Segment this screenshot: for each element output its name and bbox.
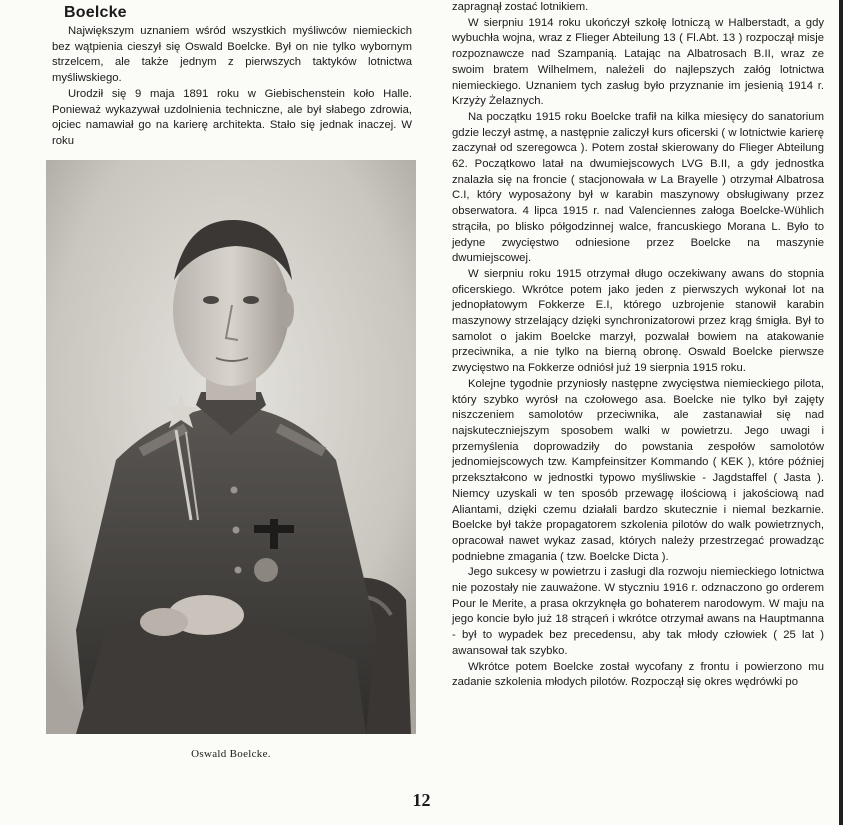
portrait-photo xyxy=(46,160,416,734)
article-title: Boelcke xyxy=(64,4,127,21)
paragraph: Urodził się 9 maja 1891 roku w Giebischenstein koło Halle. Ponieważ wykazywał uzdolnienia techniczne, ale był słabego zdrowia, ojciec namawiał go na karierę architekta. Stało się jednak inaczej. W roku xyxy=(52,87,412,147)
page-edge-shadow xyxy=(839,0,843,825)
paragraph: W sierpniu 1914 roku ukończył szkołę lotniczą w Halberstadt, a gdy wybuchła wojna, wraz z Flieger Abteilung 13 ( Fl.Abt. 13 ) rozpoczął misje rozpoznawcze nad Szampanią. Latając na Albatrosach B.II, wraz ze swoim bratem Wilhelmem, należeli do najlepszych załóg lotnictwa niemieckiego. Uznaniem tych zasług było przyznanie im jesienią 1914 r. Krzyży Żelaznych. xyxy=(452,16,824,108)
paragraph: Wkrótce potem Boelcke został wycofany z frontu i powierzono mu zadanie szkolenia młodych pilotów. Rozpoczął się okres wędrówki po xyxy=(452,660,824,689)
photo-caption: Oswald Boelcke. xyxy=(191,748,271,760)
paragraph: W sierpniu roku 1915 otrzymał długo oczekiwany awans do stopnia oficerskiego. Wkrótce potem jako jeden z pierwszych wykonał lot na jednopłatowym Fokkerze E.I, którego uzbrojenie stanowił karabin maszynowy strzelający dzięki synchronizatorowi przez krąg śmigła. Był to samolot o jakim Boelcke marzył, pozwalał bowiem na atakowanie przeciwnika, a nie tylko na bierną obronę. Oswald Boelcke pierwsze zwycięstwo na Fokkerze odniósł już 19 sierpnia 1915 roku. xyxy=(452,267,824,375)
paragraph: Kolejne tygodnie przyniosły następne zwycięstwa niemieckiego pilota, który szybko wyrósł na czołowego asa. Boelcke nie tylko był zajęty niszczeniem samolotów przeciwnika, ale zastanawiał się nad najskuteczniejszym sposobem walki w powietrzu. Jego uwagi i przemyślenia doprowadziły do powstania zespołów samolotów jednomiejscowych tzw. Kampfeinsitzer Kommando ( KEK ), które później przekształcono w jednostki typowo myśliwskie - Jagdstaffel ( Jasta ). Niemcy uzyskali w ten sposób przewagę ilościową i jakościową nad Aliantami, dzięki czemu działali bardzo skutecznie i niemal bezkarnie. Boelcke był także propagatorem szkolenia pilotów do walk powietrznych, opracował nawet wykaz zasad, których należy przestrzegać prowadząc podniebne zmagania ( tzw. Boelcke Dicta ). xyxy=(452,377,824,563)
paragraph: zapragnął zostać lotnikiem. xyxy=(452,1,589,13)
page-number: 12 xyxy=(412,790,431,810)
left-column xyxy=(52,24,412,150)
paragraph: Jego sukcesy w powietrzu i zasługi dla rozwoju niemieckiego lotnictwa nie pozostały nie zauważone. W styczniu 1916 r. odznaczono go orderem Pour le Merite, a prasa okrzyknęła go bohaterem narodowym. W maju na jego koncie było już 18 strąceń i wkrótce otrzymał awans na Hauptmanna - był to wypadek bez precedensu, aby tak młody człowiek ( 25 lat ) awansował tak szybko. xyxy=(452,566,824,657)
right-column xyxy=(452,0,824,691)
paragraph: Największym uznaniem wśród wszystkich myśliwców niemieckich bez wątpienia cieszył się Oswald Boelcke. Był on nie tylko wybornym strzelcem, ale także jednym z pierwszych taktyków lotnictwa myśliwskiego. xyxy=(52,25,412,85)
paragraph: Na początku 1915 roku Boelcke trafił na kilka miesięcy do sanatorium gdzie leczył astmę, a następnie zaliczył kurs oficerski ( w lotnictwie karierę zaczynał od szeregowca ). Potem został skierowany do Flieger Abteilung 62. Początkowo latał na dwumiejscowych LVG B.II, a gdy jednostka znalazła się na froncie ( stacjonowała w La Brayelle ) otrzymał Albatrosa C.I, który wyposażony był w karabin maszynowy obsługiwany przez obserwatora. 4 lipca 1915 r. nad Valenciennes załoga Boelcke-Wühlich strąciła, po blisko półgodzinnej walce, francuskiego Morana L. Było to jedyne zwycięstwo odniesione przez Boelcke na maszynie dwumiejscowej. xyxy=(452,110,824,265)
